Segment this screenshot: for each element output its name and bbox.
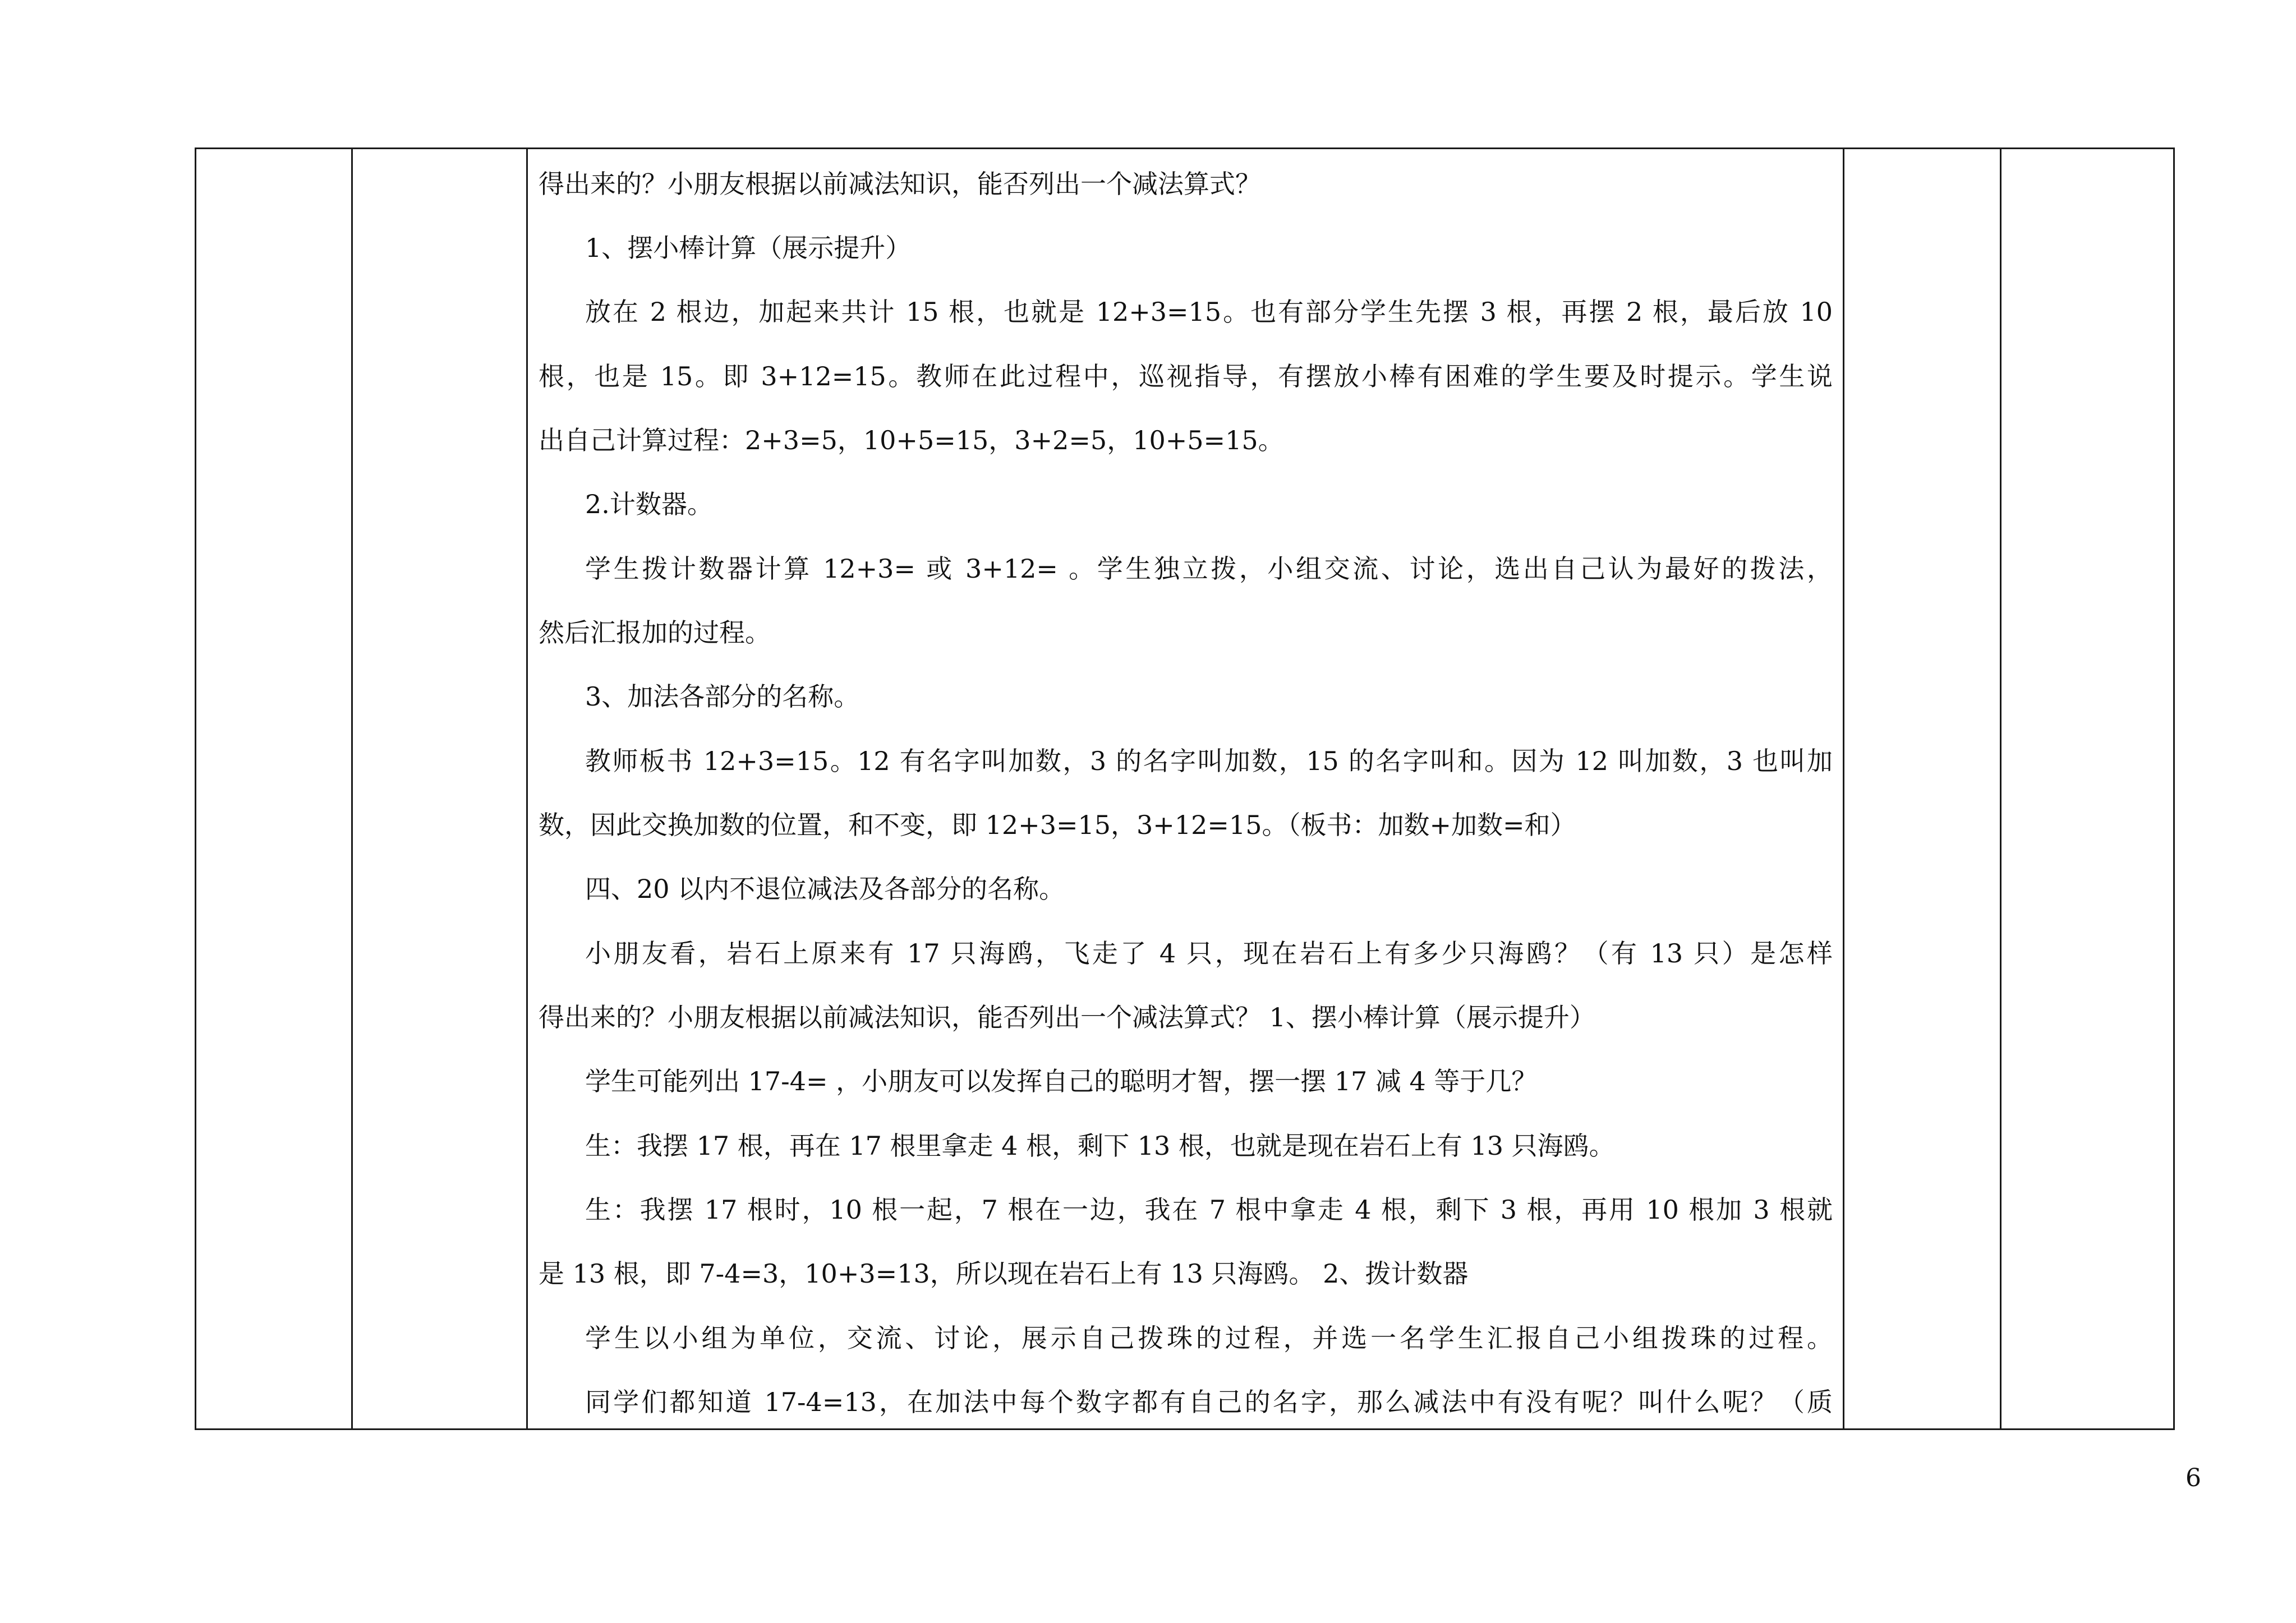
- text-line: 学生可能列出 17-4= ，小朋友可以发挥自己的聪明才智，摆一摆 17 减 4 等于几？: [585, 1066, 1538, 1096]
- text-line: 四、20 以内不退位减法及各部分的名称。: [585, 874, 1065, 904]
- text-line: 2.计数器。: [585, 489, 713, 519]
- text-line: 学生以小组为单位，交流、讨论，展示自己拨珠的过程，并选一名学生汇报自己小组拨珠的过程。: [585, 1323, 1833, 1353]
- text-line: 生：我摆 17 根时，10 根一起，7 根在一边，我在 7 根中拿走 4 根，剩下 3 根，再用 10 根加 3 根就: [585, 1195, 1833, 1225]
- text-line: 是 13 根，即 7-4=3，10+3=13，所以现在岩石上有 13 只海鸥。 2、拨计数器: [539, 1258, 1469, 1289]
- table-column-divider: [2000, 149, 2001, 1428]
- text-line: 放在 2 根边，加起来共计 15 根，也就是 12+3=15。也有部分学生先摆 3 根，再摆 2 根，最后放 10: [585, 297, 1833, 327]
- text-line: 数，因此交换加数的位置，和不变，即 12+3=15，3+12=15。（板书：加数+加数=和）: [539, 810, 1576, 840]
- text-line: 同学们都知道 17-4=13，在加法中每个数字都有自己的名字，那么减法中有没有呢？叫什么呢？（质: [585, 1387, 1833, 1417]
- text-line: 根，也是 15。即 3+12=15。教师在此过程中，巡视指导，有摆放小棒有困难的学生要及时提示。学生说: [539, 361, 1833, 391]
- text-line: 生：我摆 17 根，再在 17 根里拿走 4 根，剩下 13 根，也就是现在岩石上有 13 只海鸥。: [585, 1131, 1615, 1161]
- lesson-plan-table: [195, 147, 2175, 1430]
- text-line: 得出来的？小朋友根据以前减法知识，能否列出一个减法算式？ 1、摆小棒计算（展示提升）: [539, 1002, 1595, 1032]
- text-line: 出自己计算过程：2+3=5，10+5=15，3+2=5，10+5=15。: [539, 425, 1284, 455]
- table-column-divider: [351, 149, 353, 1428]
- text-line: 1、摆小棒计算（展示提升）: [585, 233, 912, 263]
- text-line: 3、加法各部分的名称。: [585, 681, 860, 712]
- text-line: 小朋友看，岩石上原来有 17 只海鸥，飞走了 4 只，现在岩石上有多少只海鸥？（有 13 只）是怎样: [585, 938, 1833, 969]
- page-number: 6: [2185, 1464, 2201, 1492]
- text-line: 然后汇报加的过程。: [539, 617, 771, 648]
- text-line: 学生拨计数器计算 12+3= 或 3+12= 。学生独立拨，小组交流、讨论，选出自己认为最好的拨法，: [585, 554, 1833, 584]
- text-line: 得出来的？小朋友根据以前减法知识，能否列出一个减法算式？: [539, 169, 1261, 199]
- table-column-divider: [1843, 149, 1844, 1428]
- teaching-process-cell: [526, 149, 1843, 1428]
- text-line: 教师板书 12+3=15。12 有名字叫加数，3 的名字叫加数，15 的名字叫和。因为 12 叫加数，3 也叫加: [585, 746, 1833, 776]
